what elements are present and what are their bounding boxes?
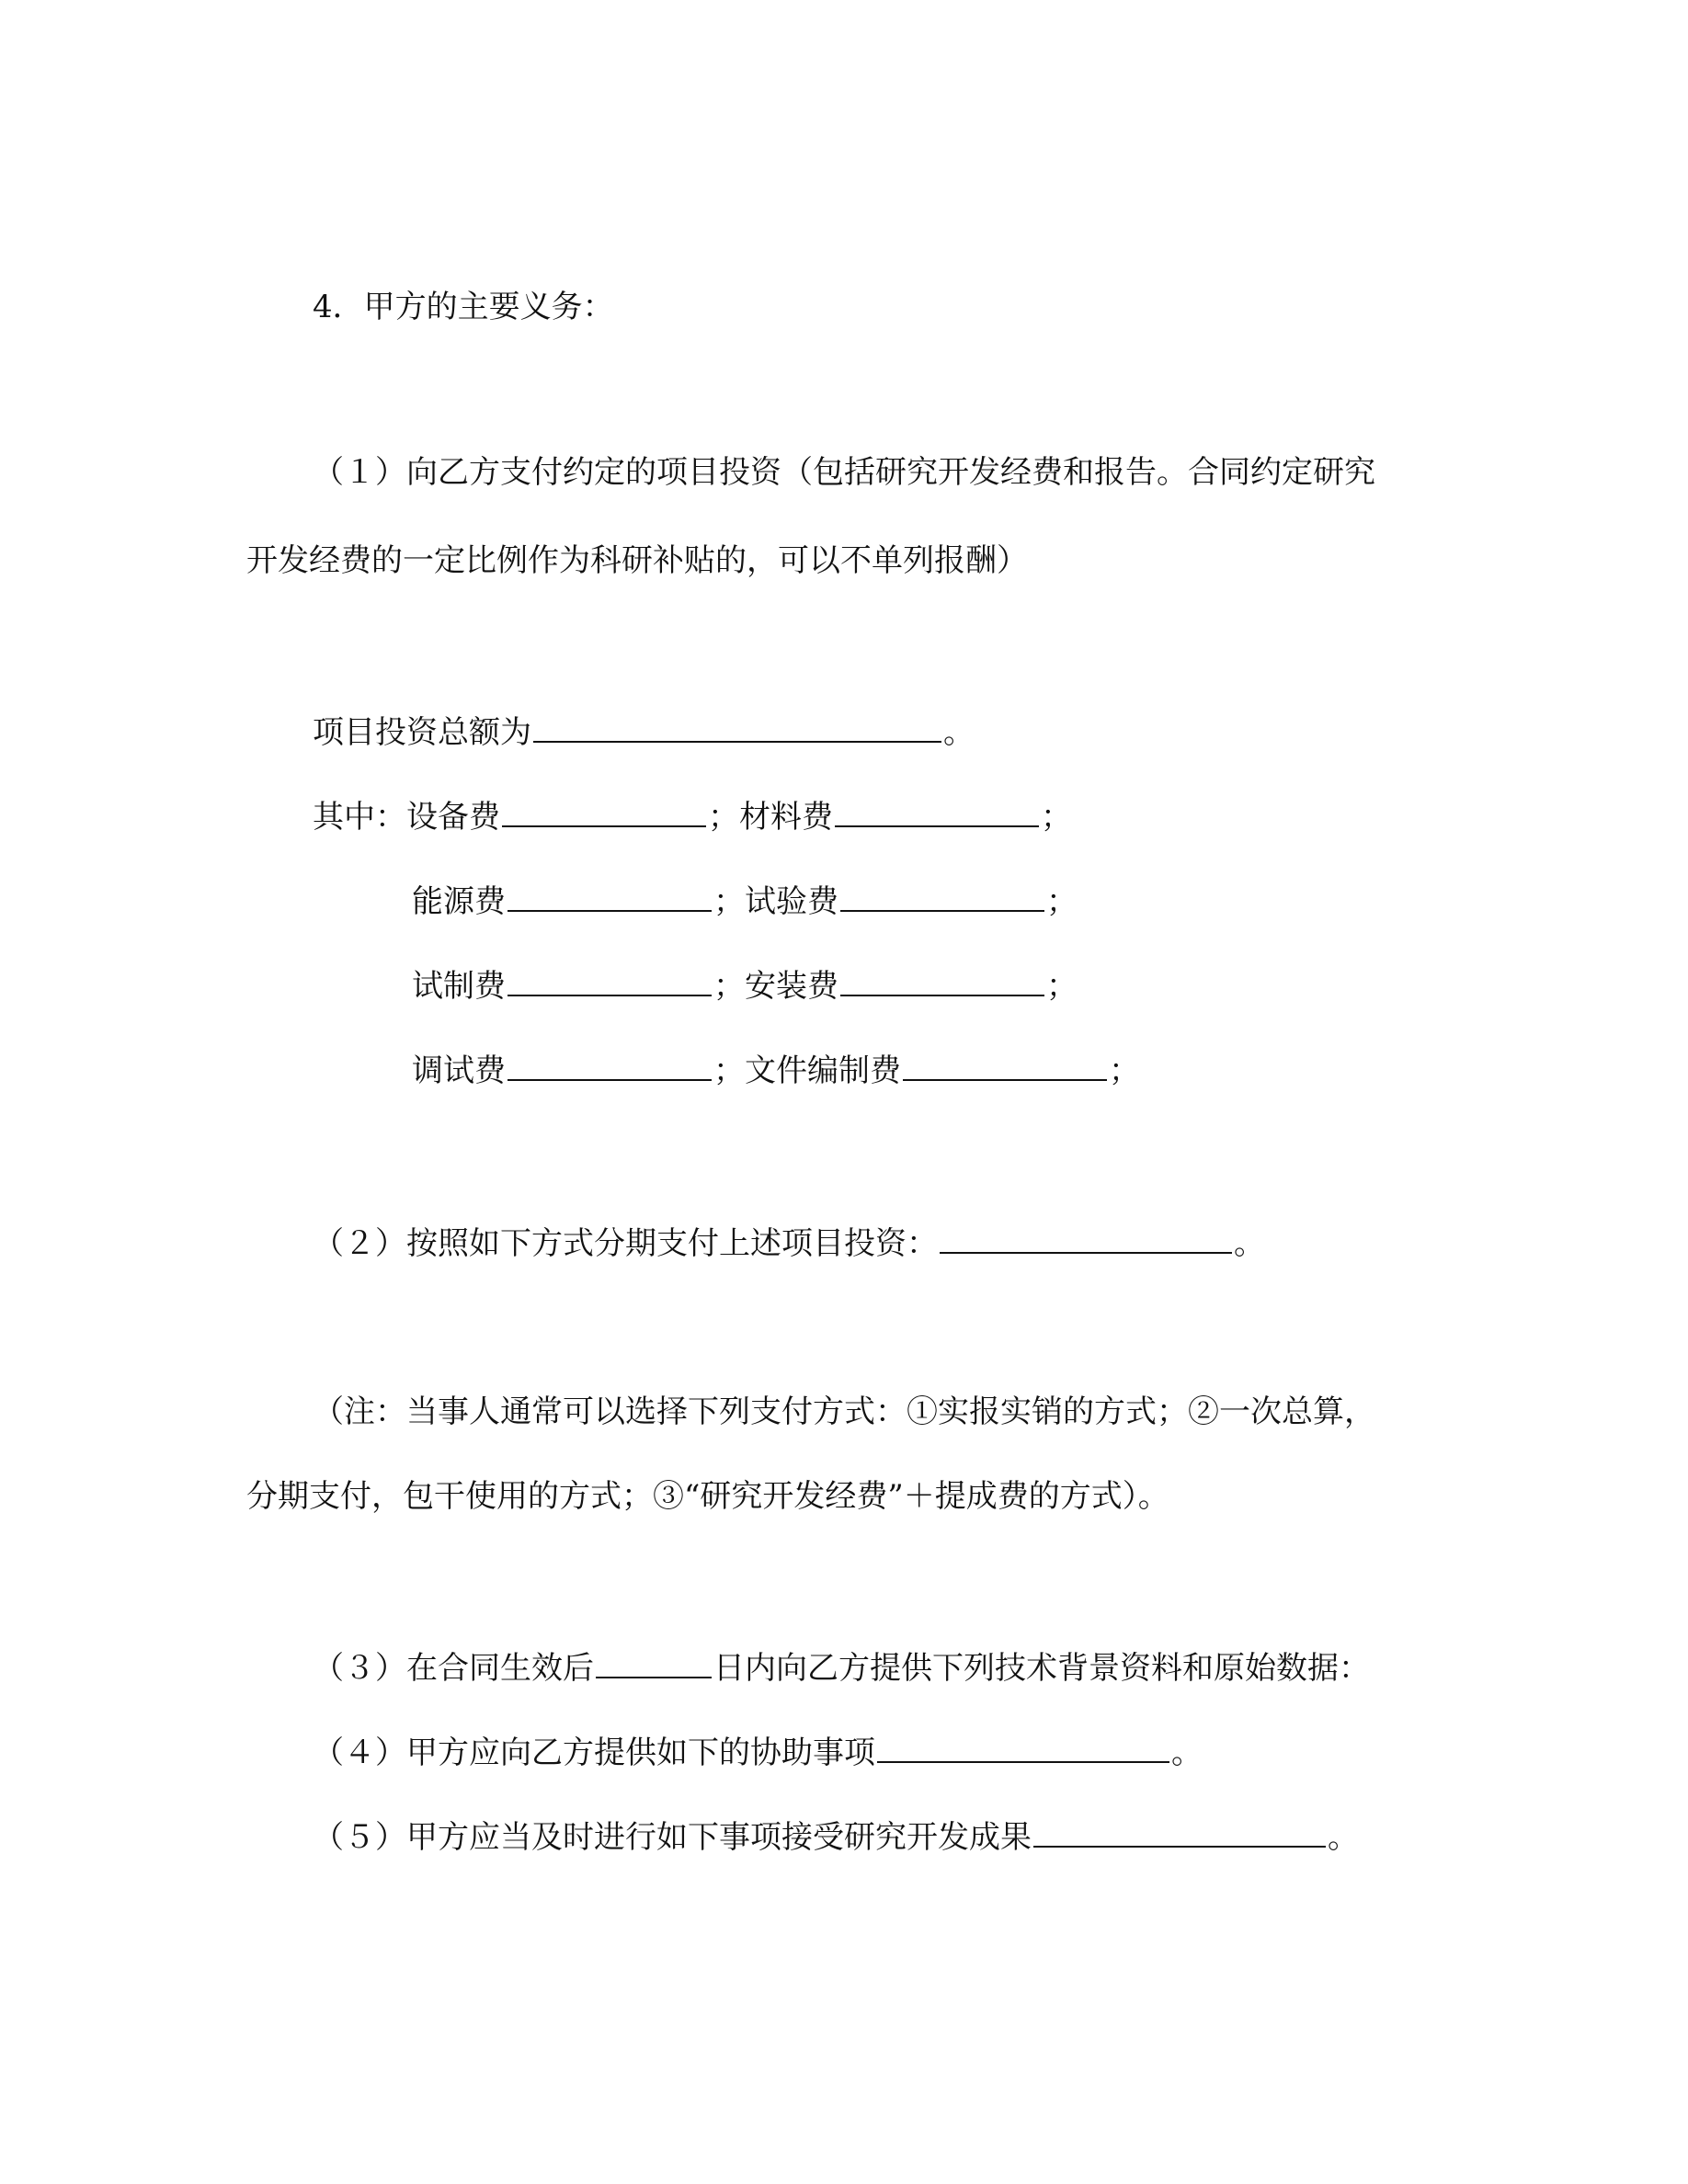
fee-blank[interactable] (840, 963, 1044, 996)
fee-row-2 (412, 879, 1078, 924)
fee-row-1 (313, 794, 1072, 839)
breakdown-prefix: 其中： (313, 799, 406, 836)
fee-separator: ； (713, 883, 745, 920)
fee-row-3 (412, 963, 1078, 1008)
fee-blank[interactable] (840, 879, 1044, 912)
fee-label: 能源费 (412, 883, 506, 920)
item1-line2: 开发经费的一定比例作为科研补贴的，可以不单列报酬） (246, 542, 1028, 579)
item4-text: （４）甲方应向乙方提供如下的协助事项 (313, 1735, 875, 1771)
fee-label: 调试费 (412, 1052, 506, 1089)
note-line2: 分期支付，包干使用的方式；③“研究开发经费”＋提成费的方式）。 (246, 1478, 1169, 1515)
investment-total-label: 项目投资总额为 (313, 714, 531, 751)
item3-after: 日内向乙方提供下列技术背景资料和原始数据： (713, 1650, 1370, 1687)
days-blank[interactable] (596, 1645, 712, 1678)
item2 (313, 1221, 1265, 1266)
fee-end: ； (1046, 883, 1078, 920)
section-heading: 4．甲方的主要义务： (313, 289, 614, 325)
fee-blank[interactable] (508, 1048, 712, 1081)
fee-end: ； (1046, 968, 1078, 1005)
fee-label: 试制费 (412, 968, 506, 1005)
fee-separator: ； (713, 1052, 745, 1089)
item4 (313, 1730, 1203, 1775)
fee-blank[interactable] (835, 794, 1039, 827)
acceptance-blank[interactable] (1033, 1814, 1326, 1848)
investment-total (313, 710, 975, 755)
fee-label: 文件编制费 (745, 1052, 901, 1089)
item3-before: （３）在合同生效后 (313, 1650, 594, 1687)
item5-end: 。 (1328, 1819, 1359, 1856)
item4-end: 。 (1171, 1735, 1203, 1771)
fee-row-4 (412, 1048, 1140, 1093)
item5 (313, 1814, 1359, 1860)
fee-label: 安装费 (745, 968, 838, 1005)
item1-line1: （１）向乙方支付约定的项目投资（包括研究开发经费和报告。合同约定研究 (313, 454, 1375, 491)
fee-label: 试验费 (745, 883, 838, 920)
fee-separator: ； (708, 799, 739, 836)
fee-end: ； (1041, 799, 1072, 836)
payment-method-blank[interactable] (940, 1221, 1232, 1254)
fee-separator: ； (713, 968, 745, 1005)
investment-total-end: 。 (943, 714, 975, 751)
fee-end: ； (1109, 1052, 1140, 1089)
fee-blank[interactable] (508, 879, 712, 912)
fee-blank[interactable] (508, 963, 712, 996)
fee-blank[interactable] (502, 794, 706, 827)
assistance-blank[interactable] (877, 1730, 1169, 1763)
item5-text: （５）甲方应当及时进行如下事项接受研究开发成果 (313, 1819, 1032, 1856)
item2-text: （２）按照如下方式分期支付上述项目投资： (313, 1225, 938, 1262)
fee-label: 材料费 (739, 799, 833, 836)
fee-label: 设备费 (406, 799, 500, 836)
note-line1: （注：当事人通常可以选择下列支付方式：①实报实销的方式；②一次总算， (313, 1393, 1375, 1430)
investment-total-blank[interactable] (533, 710, 941, 743)
item2-end: 。 (1234, 1225, 1265, 1262)
item3 (313, 1645, 1370, 1690)
fee-blank[interactable] (903, 1048, 1107, 1081)
